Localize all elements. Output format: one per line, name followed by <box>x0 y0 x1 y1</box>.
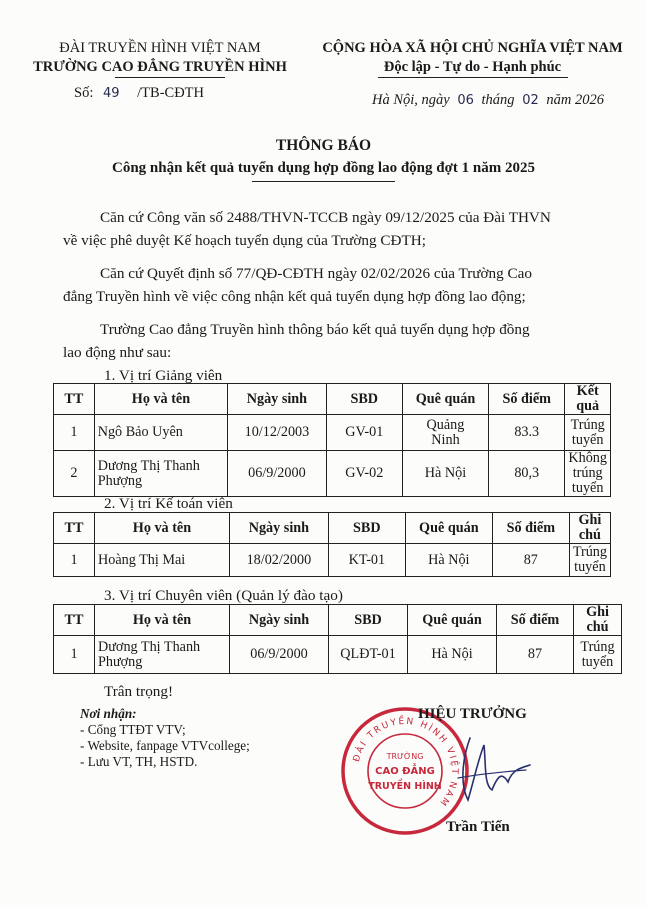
doc-title: THÔNG BÁO <box>275 137 372 154</box>
doc-subtitle: Công nhận kết quả tuyển dụng hợp đồng lao động đợt 1 năm 2025 <box>111 160 535 176</box>
para2-line2: đẳng Truyền hình về việc công nhận kết quả tuyển dụng hợp đồng lao động; <box>63 288 526 305</box>
org-underline <box>115 77 225 78</box>
cell-score: 83.3 <box>489 415 565 451</box>
para3-line1: Trường Cao đẳng Truyền hình thông báo kết quả tuyển dụng hợp đồng <box>100 321 530 338</box>
header-right <box>305 39 640 77</box>
motto-underline <box>378 77 568 78</box>
cell-name: Hoàng Thị Mai <box>94 544 229 577</box>
cell-sbd: GV-02 <box>326 451 402 497</box>
table-row <box>54 415 611 451</box>
cell-dob: 18/02/2000 <box>229 544 328 577</box>
para2-line1: Căn cứ Quyết định số 77/QĐ-CĐTH ngày 02/02/2026 của Trường Cao <box>100 265 532 282</box>
table-header-row <box>54 605 622 636</box>
cell-sbd: QLĐT-01 <box>329 636 408 674</box>
cell-dob: 06/9/2000 <box>228 451 326 497</box>
cell-tt: 1 <box>54 544 95 577</box>
col-name: Họ và tên <box>94 384 227 415</box>
col-dob: Ngày sinh <box>229 513 328 544</box>
cell-name: Ngô Bảo Uyên <box>94 415 227 451</box>
cell-name: Dương Thị Thanh Phượng <box>95 636 230 674</box>
col-note: Ghi chú <box>574 605 622 636</box>
col-score: Số điểm <box>492 513 569 544</box>
cell-home: Hà Nội <box>402 451 488 497</box>
seal-middle-text: CAO ĐẲNG <box>375 766 435 777</box>
subtitle-underline <box>252 181 395 182</box>
paragraphs <box>63 206 623 364</box>
org-line1: ĐÀI TRUYỀN HÌNH VIỆT NAM <box>59 40 261 56</box>
signer-name: Trần Tiến <box>446 819 510 835</box>
section1-table <box>53 383 611 497</box>
doc-date: Hà Nội, ngày 06 tháng 02 năm 2026 <box>372 92 604 108</box>
col-result: Kết quả <box>565 384 611 415</box>
signer-title: HIỆU TRƯỞNG <box>418 706 527 722</box>
recipients-label: Nơi nhận: <box>80 706 137 721</box>
section3-table <box>53 604 622 674</box>
cell-note: Trúng tuyển <box>574 636 622 674</box>
col-tt: TT <box>54 384 95 415</box>
col-dob: Ngày sinh <box>228 384 326 415</box>
cell-dob: 06/9/2000 <box>230 636 329 674</box>
doc-number: Số: 49 /TB-CĐTH <box>74 85 204 101</box>
table-row <box>54 451 611 497</box>
recipients-block <box>80 706 250 770</box>
seal-ring-text: ĐÀI TRUYỀN HÌNH VIỆT NAM <box>351 716 460 809</box>
col-name: Họ và tên <box>95 605 230 636</box>
col-home: Quê quán <box>405 513 492 544</box>
cell-home: Hà Nội <box>408 636 497 674</box>
col-sbd: SBD <box>329 605 408 636</box>
section1-heading: 1. Vị trí Giảng viên <box>104 367 223 384</box>
org-line2: TRƯỜNG CAO ĐẲNG TRUYỀN HÌNH <box>33 59 287 75</box>
col-tt: TT <box>54 605 95 636</box>
section2-heading: 2. Vị trí Kế toán viên <box>104 495 233 512</box>
cell-sbd: GV-01 <box>326 415 402 451</box>
cell-tt: 1 <box>54 636 95 674</box>
recipient-item: - Website, fanpage VTVcollege; <box>80 738 250 753</box>
cell-result: Không trúng tuyển <box>565 451 611 497</box>
cell-home: Quảng Ninh <box>402 415 488 451</box>
table-header-row <box>54 513 611 544</box>
col-score: Số điểm <box>497 605 574 636</box>
col-dob: Ngày sinh <box>230 605 329 636</box>
seal-bottom-text: TRUYỀN HÌNH <box>368 781 442 792</box>
col-home: Quê quán <box>408 605 497 636</box>
col-sbd: SBD <box>326 384 402 415</box>
table-header-row <box>54 384 611 415</box>
cell-result: Trúng tuyển <box>565 415 611 451</box>
cell-tt: 2 <box>54 451 95 497</box>
header-left <box>30 39 290 77</box>
col-note: Ghi chú <box>569 513 610 544</box>
cell-score: 80,3 <box>489 451 565 497</box>
col-score: Số điểm <box>489 384 565 415</box>
table-row <box>54 544 611 577</box>
nation-name: CỘNG HÒA XÃ HỘI CHỦ NGHĨA VIỆT NAM <box>322 40 623 56</box>
col-sbd: SBD <box>328 513 405 544</box>
recipient-item: - Lưu VT, TH, HSTD. <box>80 754 198 769</box>
section2-table <box>53 512 611 577</box>
cell-dob: 10/12/2003 <box>228 415 326 451</box>
col-home: Quê quán <box>402 384 488 415</box>
cell-home: Hà Nội <box>405 544 492 577</box>
cell-sbd: KT-01 <box>328 544 405 577</box>
para3-line2: lao động như sau: <box>63 344 172 361</box>
col-name: Họ và tên <box>94 513 229 544</box>
section3-heading: 3. Vị trí Chuyên viên (Quản lý đào tạo) <box>104 587 343 604</box>
para1-line1: Căn cứ Công văn số 2488/THVN-TCCB ngày 09/12/2025 của Đài THVN <box>100 209 551 226</box>
cell-score: 87 <box>492 544 569 577</box>
table-row <box>54 636 622 674</box>
cell-name: Dương Thị Thanh Phượng <box>94 451 227 497</box>
para1-line2: về việc phê duyệt Kế hoạch tuyển dụng của Trường CĐTH; <box>63 232 426 249</box>
cell-note: Trúng tuyển <box>569 544 610 577</box>
cell-tt: 1 <box>54 415 95 451</box>
handwritten-signature <box>440 730 540 810</box>
seal-top-text: TRƯỜNG <box>386 752 424 761</box>
recipient-item: - Cổng TTĐT VTV; <box>80 722 186 737</box>
closing-text: Trân trọng! <box>104 683 174 700</box>
col-tt: TT <box>54 513 95 544</box>
motto: Độc lập - Tự do - Hạnh phúc <box>383 59 562 75</box>
cell-score: 87 <box>497 636 574 674</box>
